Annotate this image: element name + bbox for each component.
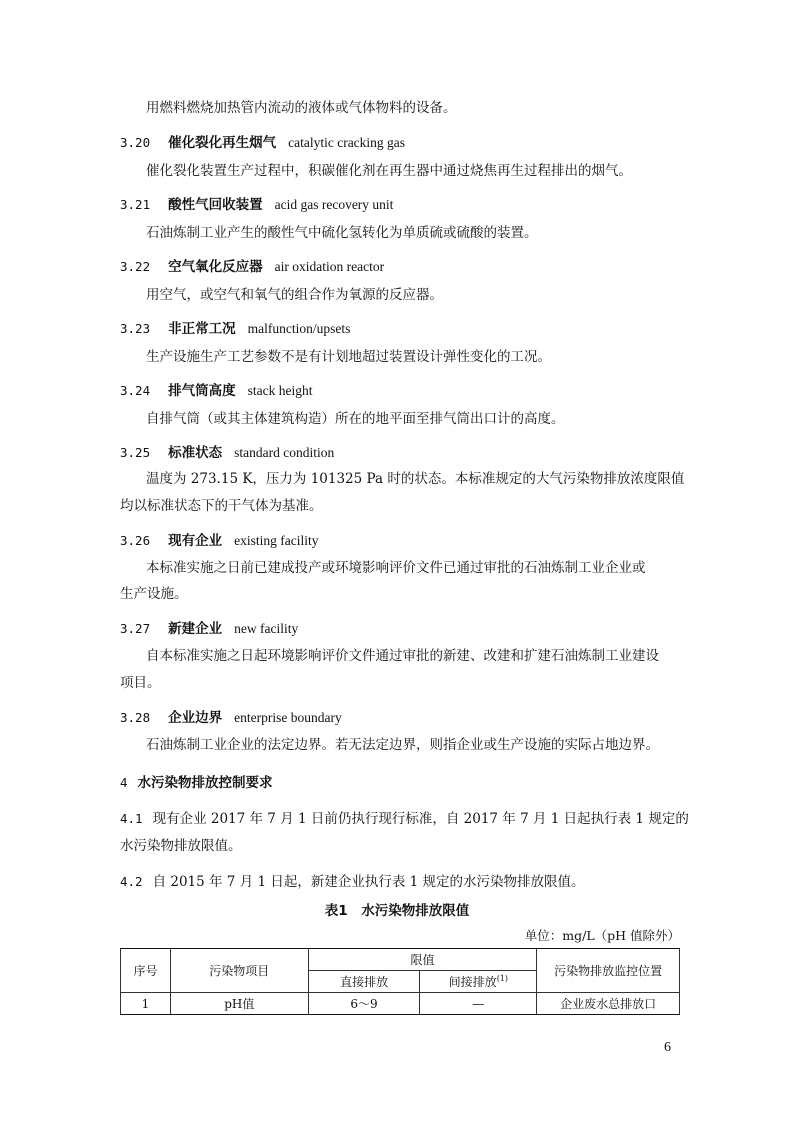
term-definition-cont: 均以标准状态下的干气体为基准。 <box>120 498 323 514</box>
term-definition: 石油炼制工业企业的法定边界。若无法定边界，则指企业或生产设施的实际占地边界。 <box>146 737 659 753</box>
term-number: 3.22 <box>120 259 151 274</box>
table-row <box>121 993 680 1015</box>
term-chinese: 催化裂化再生烟气 <box>168 135 277 151</box>
term-number: 3.28 <box>120 710 151 725</box>
header-limit: 限值 <box>308 949 537 971</box>
footnote-marker: (1) <box>496 974 509 983</box>
clause-text: 自 2015 年 7 月 1 日起，新建企业执行表 1 规定的水污染物排放限值。 <box>152 874 585 890</box>
term-english: standard condition <box>234 445 335 460</box>
term-definition: 自本标准实施之日起环境影响评价文件通过审批的新建、改建和扩建石油炼制工业建设 <box>146 648 659 664</box>
term-heading-3-23 <box>120 320 350 338</box>
term-english: new facility <box>234 621 299 636</box>
clause-4-2 <box>120 873 585 891</box>
term-definition: 石油炼制工业产生的酸性气中硫化氢转化为单质硫或硫酸的装置。 <box>146 225 538 241</box>
term-number: 3.20 <box>120 135 151 150</box>
term-definition: 本标准实施之日前已建成投产或环境影响评价文件已通过审批的石油炼制工业企业或 <box>146 560 646 576</box>
header-indirect: 间接排放 <box>448 975 497 989</box>
term-chinese: 企业边界 <box>168 710 223 726</box>
table-header-row <box>121 949 680 971</box>
header-indirect-cell <box>420 971 537 993</box>
header-direct: 直接排放 <box>308 971 420 993</box>
cell-monitor: 企业废水总排放口 <box>537 993 680 1015</box>
section-title: 水污染物排放控制要求 <box>137 775 273 791</box>
cell-item: pH值 <box>170 993 308 1015</box>
term-english: stack height <box>247 383 313 398</box>
term-english: catalytic cracking gas <box>288 135 406 150</box>
term-chinese: 现有企业 <box>168 533 223 549</box>
term-heading-3-24 <box>120 382 312 400</box>
term-definition: 自排气筒（或其主体建筑构造）所在的地平面至排气筒出口计的高度。 <box>146 411 565 427</box>
term-chinese: 标准状态 <box>168 445 223 461</box>
cell-indirect: — <box>420 993 537 1015</box>
header-seq: 序号 <box>121 949 171 993</box>
clause-text: 现有企业 2017 年 7 月 1 日前仍执行现行标准，自 2017 年 7 月 1 日起执行表 1 规定的 <box>152 811 689 827</box>
term-english: air oxidation reactor <box>274 259 385 274</box>
header-item: 污染物项目 <box>170 949 308 993</box>
clause-number: 4.2 <box>120 874 143 889</box>
table-unit: 单位：mg/L（pH 值除外） <box>524 928 680 943</box>
term-chinese: 排气筒高度 <box>168 383 236 399</box>
cell-seq: 1 <box>121 993 171 1015</box>
clause-4-1 <box>120 810 689 828</box>
intro-paragraph: 用燃料燃烧加热管内流动的液体或气体物料的设备。 <box>146 100 457 116</box>
term-heading-3-20 <box>120 134 405 152</box>
term-definition: 催化裂化装置生产过程中，积碳催化剂在再生器中通过烧焦再生过程排出的烟气。 <box>146 163 632 179</box>
term-number: 3.25 <box>120 445 151 460</box>
term-chinese: 酸性气回收装置 <box>168 197 263 213</box>
term-english: malfunction/upsets <box>247 321 351 336</box>
term-definition: 用空气，或空气和氧气的组合作为氧源的反应器。 <box>146 287 443 303</box>
term-definition-cont: 生产设施。 <box>120 586 188 602</box>
table-caption: 表1 水污染物排放限值 <box>324 903 470 919</box>
term-number: 3.27 <box>120 621 151 636</box>
section-heading-4 <box>120 774 273 792</box>
term-definition-cont: 项目。 <box>120 675 161 691</box>
term-heading-3-27 <box>120 620 298 638</box>
term-number: 3.26 <box>120 533 151 548</box>
term-english: enterprise boundary <box>234 710 342 725</box>
term-number: 3.21 <box>120 197 151 212</box>
term-definition: 生产设施生产工艺参数不是有计划地超过装置设计弹性变化的工况。 <box>146 349 551 365</box>
emission-limits-table <box>120 948 680 1015</box>
term-chinese: 空气氧化反应器 <box>168 259 263 275</box>
term-heading-3-21 <box>120 196 393 214</box>
term-definition: 温度为 273.15 K，压力为 101325 Pa 时的状态。本标准规定的大气污染物排放浓度限值 <box>146 471 685 487</box>
clause-text-cont: 水污染物排放限值。 <box>120 838 242 854</box>
cell-direct: 6～9 <box>308 993 420 1015</box>
page-number: 6 <box>664 1040 671 1055</box>
section-number: 4 <box>120 775 128 790</box>
term-heading-3-28 <box>120 709 342 727</box>
term-number: 3.23 <box>120 321 151 336</box>
clause-number: 4.1 <box>120 811 143 826</box>
term-heading-3-22 <box>120 258 384 276</box>
term-heading-3-25 <box>120 444 334 462</box>
header-monitor: 污染物排放监控位置 <box>537 949 680 993</box>
term-chinese: 非正常工况 <box>168 321 236 337</box>
term-english: acid gas recovery unit <box>274 197 394 212</box>
term-heading-3-26 <box>120 532 318 550</box>
term-chinese: 新建企业 <box>168 621 223 637</box>
term-english: existing facility <box>234 533 319 548</box>
term-number: 3.24 <box>120 383 151 398</box>
